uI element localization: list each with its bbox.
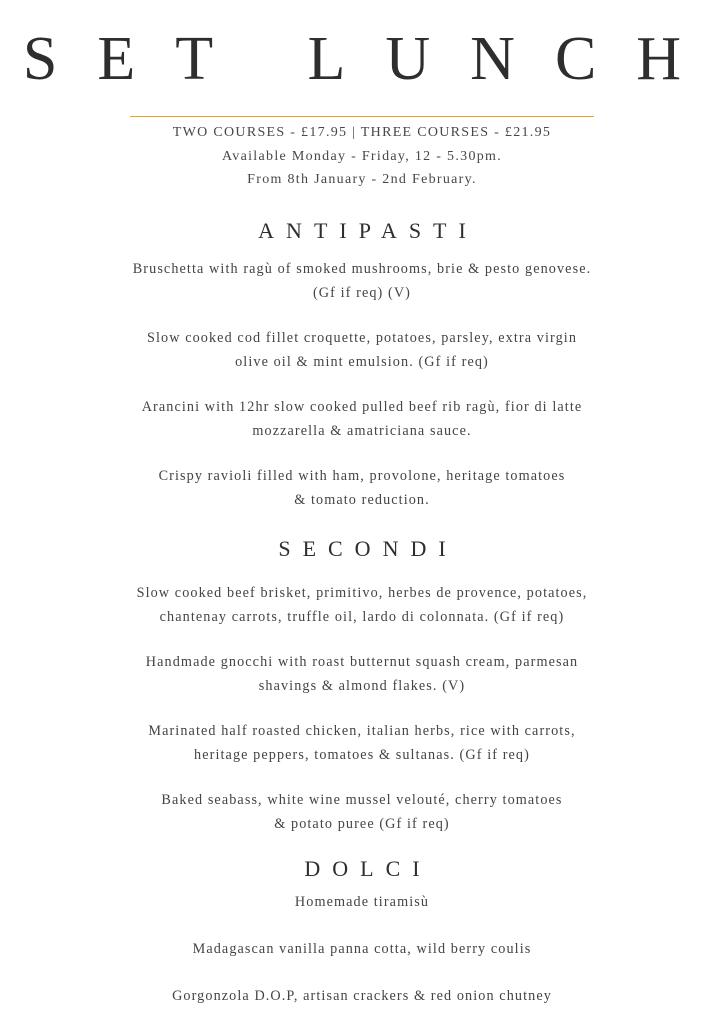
availability-line: Available Monday - Friday, 12 - 5.30pm. bbox=[221, 148, 503, 164]
menu-item bbox=[0, 720, 724, 767]
date-range-line: From 8th January - 2nd February. bbox=[247, 172, 477, 187]
menu-item-line: & potato puree (Gf if req) bbox=[274, 815, 450, 832]
menu-item-line: (Gf if req) (V) bbox=[312, 284, 412, 301]
menu-item-line: Homemade tiramisù bbox=[294, 894, 430, 910]
menu-item bbox=[0, 651, 724, 698]
section-title-antipasti: ANTIPASTI bbox=[258, 218, 478, 243]
menu-item-line: Crispy ravioli filled with ham, provolone, heritage tomatoes bbox=[158, 468, 566, 484]
menu-item-line: Arancini with 12hr slow cooked pulled beef rib ragù, fior di latte bbox=[141, 399, 583, 415]
menu-item bbox=[0, 789, 724, 836]
menu-item-line: Handmade gnocchi with roast butternut squash cream, parmesan bbox=[145, 654, 579, 670]
menu-item-line: & tomato reduction. bbox=[294, 491, 430, 508]
menu-item-line: mozzarella & amatriciana sauce. bbox=[252, 422, 472, 439]
menu-title: SET LUNCH bbox=[22, 25, 722, 93]
menu-item-line: Marinated half roasted chicken, italian herbs, rice with carrots, bbox=[148, 723, 576, 739]
menu-item-line: Slow cooked beef brisket, primitivo, herbes de provence, potatoes, bbox=[136, 585, 588, 601]
section-title-secondi: SECONDI bbox=[278, 536, 458, 561]
menu-item bbox=[0, 396, 724, 443]
title-divider bbox=[130, 116, 594, 117]
menu-item bbox=[0, 938, 724, 962]
menu-item-line: shavings & almond flakes. (V) bbox=[258, 677, 466, 694]
menu-item-line: heritage peppers, tomatoes & sultanas. (Gf if req) bbox=[194, 746, 530, 763]
menu-item-line: Baked seabass, white wine mussel velouté, cherry tomatoes bbox=[161, 792, 563, 808]
menu-item bbox=[0, 891, 724, 915]
menu-item bbox=[0, 465, 724, 512]
menu-item bbox=[0, 582, 724, 629]
menu-item bbox=[0, 258, 724, 305]
menu-item-line: Gorgonzola D.O.P, artisan crackers & red onion chutney bbox=[172, 988, 552, 1004]
section-title-dolci: DOLCI bbox=[304, 856, 432, 881]
menu-item bbox=[0, 985, 724, 1009]
menu-item-line: Madagascan vanilla panna cotta, wild berry coulis bbox=[192, 941, 532, 957]
pricing-line: TWO COURSES - £17.95 | THREE COURSES - £21.95 bbox=[172, 125, 552, 140]
menu-item-line: Slow cooked cod fillet croquette, potatoes, parsley, extra virgin bbox=[146, 330, 578, 346]
menu-item-line: chantenay carrots, truffle oil, lardo di colonnata. (Gf if req) bbox=[159, 608, 565, 625]
menu-item bbox=[0, 327, 724, 374]
pricing-info bbox=[0, 121, 724, 192]
menu-item-line: Bruschetta with ragù of smoked mushrooms, brie & pesto genovese. bbox=[132, 261, 592, 277]
menu-item-line: olive oil & mint emulsion. (Gf if req) bbox=[235, 353, 489, 370]
